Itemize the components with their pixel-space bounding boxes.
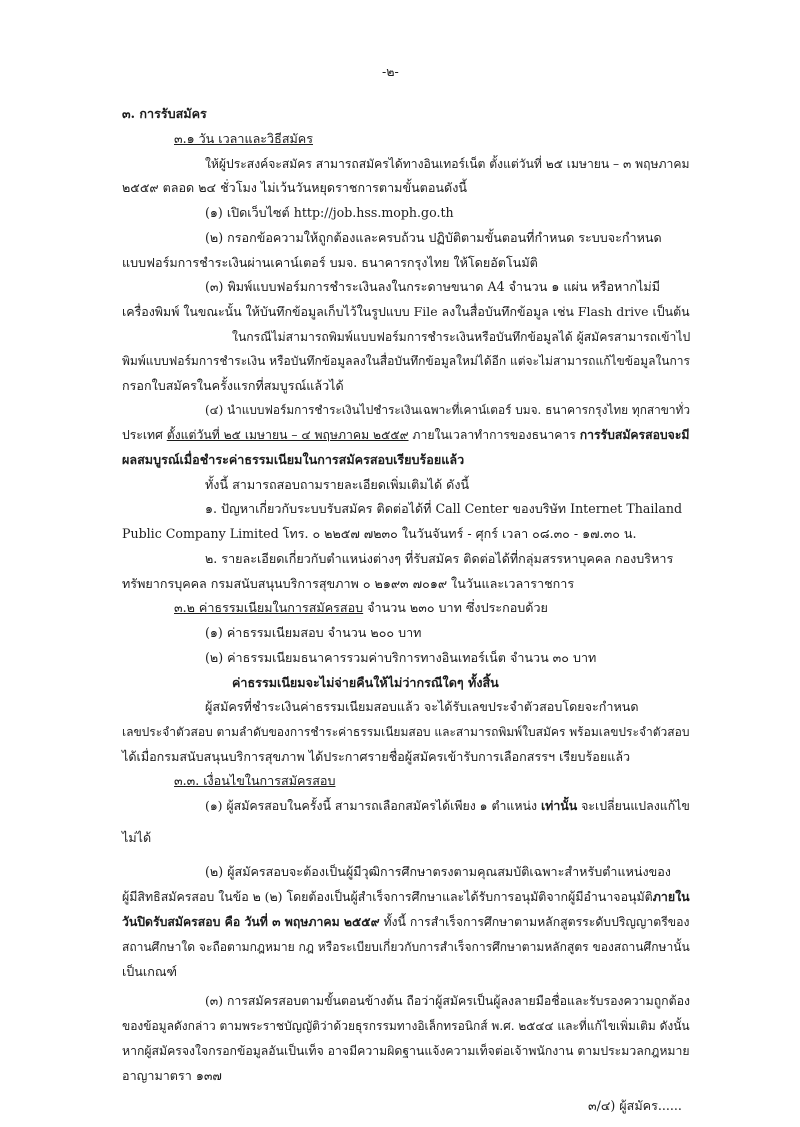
condition-1: (๑) ผู้สมัครสอบในครั้งนี้ สามารถเลือกสมัครได้เพียง ๑ ตำแหน่ง เท่านั้น จะเปลี่ยนแปลงแก้ไข (205, 798, 690, 813)
subsection-3-3-heading: ๓.๓. เงื่อนไขในการสมัครสอบ (174, 773, 336, 788)
paragraph: ในกรณีไม่สามารถพิมพ์แบบฟอร์มการชำระเงินหรือบันทึกข้อมูลได้ ผู้สมัครสามารถเข้าไป (232, 330, 691, 344)
fee-item-1: (๑) ค่าธรรมเนียมสอบ จำนวน ๒๐๐ บาท (205, 625, 422, 640)
paragraph: ๒๕๕๙ ตลอด ๒๔ ชั่วโมง ไม่เว้นวันหยุดราชการตามขั้นตอนดังนี้ (122, 180, 467, 195)
paragraph: อาญามาตรา ๑๓๗ (122, 1068, 222, 1083)
condition-2: (๒) ผู้สมัครสอบจะต้องเป็นผู้มีวุฒิการศึกษาตรงตามคุณสมบัติเฉพาะสำหรับตำแหน่งของ (205, 864, 671, 879)
paragraph: ประเทศ ตั้งแต่วันที่ ๒๕ เมษายน – ๔ พฤษภาคม ๒๕๕๙ ภายในเวลาทำการของธนาคาร การรับสมัครสอบจะมี (122, 428, 690, 442)
paragraph: ได้เมื่อกรมสนับสนุนบริการสุขภาพ ได้ประกาศรายชื่อผู้สมัครเข้ารับการเลือกสรรฯ เรียบร้อยแล้ว (122, 749, 631, 764)
page-number: -๒- (382, 64, 399, 79)
paragraph: ของข้อมูลดังกล่าว ตามพระราชบัญญัติว่าด้วยธุรกรรมทางอิเล็กทรอนิกส์ พ.ศ. ๒๕๔๔ และที่แก้ไขเพิ่มเติม ดังนั้น (122, 1019, 690, 1033)
paragraph: วันปิดรับสมัครสอบ คือ วันที่ ๓ พฤษภาคม ๒๕๕๙ ทั้งนี้ การสำเร็จการศึกษาตามหลักสูตรระดับปริญญาตรีของ (122, 914, 690, 929)
non-refund-notice: ค่าธรรมเนียมจะไม่จ่ายคืนให้ไม่ว่ากรณีใดๆ ทั้งสิ้น (232, 675, 499, 690)
paragraph: พิมพ์แบบฟอร์มการชำระเงิน หรือบันทึกข้อมูลลงในสื่อบันทึกข้อมูลใหม่ได้อีก แต่จะไม่สามารถแก้ไขข้อมูลในการ (122, 354, 690, 368)
step-4: (๔) นำแบบฟอร์มการชำระเงินไปชำระเงินเฉพาะที่เคาน์เตอร์ บมจ. ธนาคารกรุงไทย ทุกสาขาทั่ว (205, 403, 691, 417)
paragraph: แบบฟอร์มการชำระเงินผ่านเคาน์เตอร์ บมจ. ธนาคารกรุงไทย ให้โดยอัตโนมัติ (122, 255, 538, 270)
paragraph: ผลสมบูรณ์เมื่อชำระค่าธรรมเนียมในการสมัครสอบเรียบร้อยแล้ว (122, 452, 465, 467)
paragraph: ให้ผู้ประสงค์จะสมัคร สามารถสมัครได้ทางอินเทอร์เน็ต ตั้งแต่วันที่ ๒๕ เมษายน – ๓ พฤษภาคม (205, 157, 690, 171)
condition-3: (๓) การสมัครสอบตามขั้นตอนข้างต้น ถือว่าผู้สมัครเป็นผู้ลงลายมือชื่อและรับรองความถูกต้อง (205, 994, 691, 1008)
step-3: (๓) พิมพ์แบบฟอร์มการชำระเงินลงในกระดาษขนาด A4 จำนวน ๑ แผ่น หรือหากไม่มี (205, 279, 660, 294)
paragraph: ทรัพยากรบุคคล กรมสนับสนุนบริการสุขภาพ ๐ ๒๑๙๓ ๗๐๑๙ ในวันและเวลาราชการ (122, 576, 575, 591)
paragraph: ทั้งนี้ สามารถสอบถามรายละเอียดเพิ่มเติมได้ ดังนี้ (205, 477, 470, 492)
subsection-3-1-heading: ๓.๑ วัน เวลาและวิธีสมัคร (174, 131, 313, 146)
paragraph: สถานศึกษาใด จะถือตามกฎหมาย กฎ หรือระเบียบเกี่ยวกับการสำเร็จการศึกษาตามหลักสูตร ของสถานศึกษานั้น (122, 940, 690, 954)
paragraph: เลขประจำตัวสอบ ตามลำดับของการชำระค่าธรรมเนียมสอบ และสามารถพิมพ์ใบสมัคร พร้อมเลขประจำตัวสอบ (122, 725, 690, 739)
paragraph: เป็นเกณฑ์ (122, 964, 177, 979)
section-title: ๓. การรับสมัคร (122, 106, 207, 121)
fee-item-2: (๒) ค่าธรรมเนียมธนาคารรวมค่าบริการทางอินเทอร์เน็ต จำนวน ๓๐ บาท (205, 650, 597, 665)
contact-1: ๑. ปัญหาเกี่ยวกับระบบรับสมัคร ติดต่อได้ที่ Call Center ของบริษัท Internet Thailand (205, 501, 683, 516)
paragraph: ผู้มีสิทธิสมัครสอบ ในข้อ ๒ (๒) โดยต้องเป็นผู้สำเร็จการศึกษาและได้รับการอนุมัติจากผู้มีอำนาจอนุมัติภายใน (122, 889, 690, 904)
registration-period: ตั้งแต่วันที่ ๒๕ เมษายน – ๔ พฤษภาคม ๒๕๕๙ (166, 428, 409, 442)
contact-2: ๒. รายละเอียดเกี่ยวกับตำแหน่งต่างๆ ที่รับสมัคร ติดต่อได้ที่กลุ่มสรรหาบุคคล กองบริหาร (205, 551, 674, 566)
subsection-3-2-heading: ๓.๒ ค่าธรรมเนียมในการสมัครสอบ จำนวน ๒๓๐ บาท ซึ่งประกอบด้วย (174, 600, 548, 615)
paragraph: Public Company Limited โทร. ๐ ๒๒๕๗ ๗๒๓๐ ในวันจันทร์ - ศุกร์ เวลา ๐๘.๓๐ - ๑๗.๓๐ น. (122, 526, 637, 541)
step-2: (๒) กรอกข้อความให้ถูกต้องและครบถ้วน ปฏิบัติตามขั้นตอนที่กำหนด ระบบจะกำหนด (205, 230, 662, 245)
paragraph: หากผู้สมัครจงใจกรอกข้อมูลอันเป็นเท็จ อาจมีความผิดฐานแจ้งความเท็จต่อเจ้าพนักงาน ตามประมวลกฎหมาย (122, 1044, 690, 1058)
footer-continuation: ๓/๔) ผู้สมัคร...... (588, 1098, 682, 1113)
paragraph: กรอกใบสมัครในครั้งแรกที่สมบูรณ์แล้วได้ (122, 378, 344, 393)
paragraph: ผู้สมัครที่ชำระเงินค่าธรรมเนียมสอบแล้ว จะได้รับเลขประจำตัวสอบโดยจะกำหนด (205, 699, 639, 714)
paragraph: ไม่ได้ (122, 830, 152, 845)
step-1: (๑) เปิดเว็บไซต์ http://job.hss.moph.go.th (205, 205, 454, 220)
closing-date: วันปิดรับสมัครสอบ คือ วันที่ ๓ พฤษภาคม ๒๕๕๙ (122, 914, 380, 929)
paragraph: เครื่องพิมพ์ ในขณะนั้น ให้บันทึกข้อมูลเก็บไว้ในรูปแบบ File ลงในสื่อบันทึกข้อมูล เช่น Flash drive เป็นต้น (122, 304, 690, 319)
